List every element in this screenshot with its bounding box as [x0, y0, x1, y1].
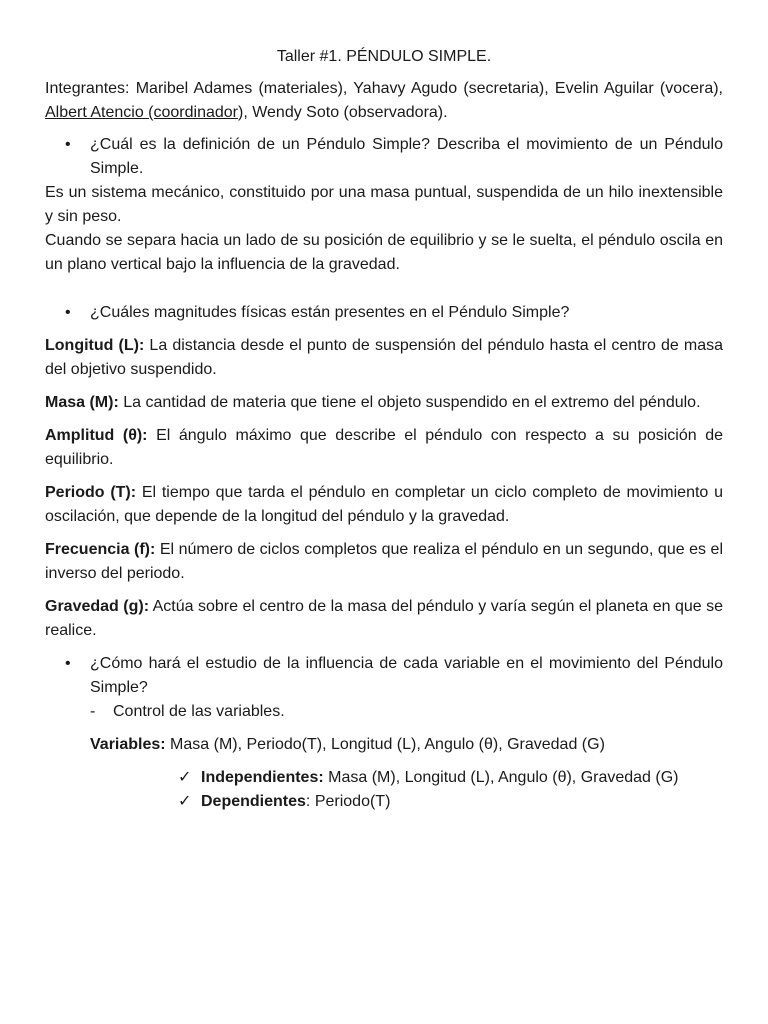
control-text: Control de las variables.	[113, 703, 285, 720]
dependent-label: Dependientes	[201, 793, 306, 810]
definition-amplitud	[45, 424, 723, 472]
check-icon: ✓	[178, 793, 192, 810]
members-paragraph	[45, 77, 723, 125]
definition-text: El número de ciclos completos que realiza el péndulo en un segundo, que es el inverso del periodo.	[45, 541, 723, 582]
question-3	[45, 652, 723, 700]
document-title: Taller #1. PÉNDULO SIMPLE.	[276, 48, 492, 65]
dependent-text: : Periodo(T)	[305, 793, 391, 810]
definition-periodo	[45, 481, 723, 529]
definition-term: Periodo (T):	[45, 484, 137, 501]
variables-checklist	[45, 766, 723, 814]
variables-label: Variables:	[90, 736, 166, 753]
definition-text: El ángulo máximo que describe el péndulo con respecto a su posición de equilibrio.	[45, 427, 723, 468]
definition-term: Gravedad (g):	[45, 598, 150, 615]
check-icon: ✓	[178, 769, 192, 786]
definition-gravedad	[45, 595, 723, 643]
variables-line	[45, 733, 723, 757]
bullet-icon: •	[65, 304, 71, 321]
definition-masa	[45, 391, 723, 415]
definition-term: Frecuencia (f):	[45, 541, 156, 558]
answer-1-paragraph-2: Cuando se separa hacia un lado de su posición de equilibrio y se le suelta, el péndulo oscila en un plano vertical bajo la influencia de la gravedad.	[45, 232, 723, 273]
definition-text: La cantidad de materia que tiene el objeto suspendido en el extremo del péndulo.	[118, 394, 701, 411]
definition-frecuencia	[45, 538, 723, 586]
question-2-text: ¿Cuáles magnitudes físicas están presentes en el Péndulo Simple?	[90, 304, 570, 321]
question-1-text: ¿Cuál es la definición de un Péndulo Simple? Describa el movimiento de un Péndulo Simple.	[90, 136, 723, 177]
definition-term: Masa (M):	[45, 394, 119, 411]
bullet-icon: •	[65, 136, 71, 153]
question-3-text: ¿Cómo hará el estudio de la influencia de cada variable en el movimiento del Péndulo Simple?	[90, 655, 723, 696]
definition-longitud	[45, 334, 723, 382]
question-1	[45, 133, 723, 181]
question-list-1	[45, 133, 723, 181]
answer-1-paragraph-1: Es un sistema mecánico, constituido por una masa puntual, suspendida de un hilo inextensible y sin peso.	[45, 184, 723, 225]
members-text-end: ), Wendy Soto (observadora).	[238, 104, 448, 121]
definition-text: El tiempo que tarda el péndulo en completar un ciclo completo de movimiento u oscilación, que depende de la longitud del péndulo y la gravedad.	[45, 484, 723, 525]
members-text: Integrantes: Maribel Adames (materiales), Yahavy Agudo (secretaria), Evelin Aguilar (vocera),	[45, 80, 723, 97]
variables-text: Masa (M), Periodo(T), Longitud (L), Angulo (θ), Gravedad (G)	[165, 736, 605, 753]
dash-icon: -	[90, 703, 96, 720]
coordinator-name: Albert Atencio (coordinador	[45, 104, 238, 121]
bullet-icon: •	[65, 655, 71, 672]
independent-variables	[45, 766, 723, 790]
question-list-2	[45, 301, 723, 325]
definition-text: La distancia desde el punto de suspensión del péndulo hasta el centro de masa del objetivo suspendido.	[45, 337, 723, 378]
independent-label: Independientes:	[201, 769, 324, 786]
independent-text: Masa (M), Longitud (L), Angulo (θ), Gravedad (G)	[323, 769, 679, 786]
question-2	[45, 301, 723, 325]
question-list-3	[45, 652, 723, 700]
dependent-variables	[45, 790, 723, 814]
control-item	[45, 700, 723, 724]
definition-text: Actúa sobre el centro de la masa del péndulo y varía según el planeta en que se realice.	[45, 598, 724, 639]
definition-term: Longitud (L):	[45, 337, 145, 354]
definition-term: Amplitud (θ):	[45, 427, 148, 444]
